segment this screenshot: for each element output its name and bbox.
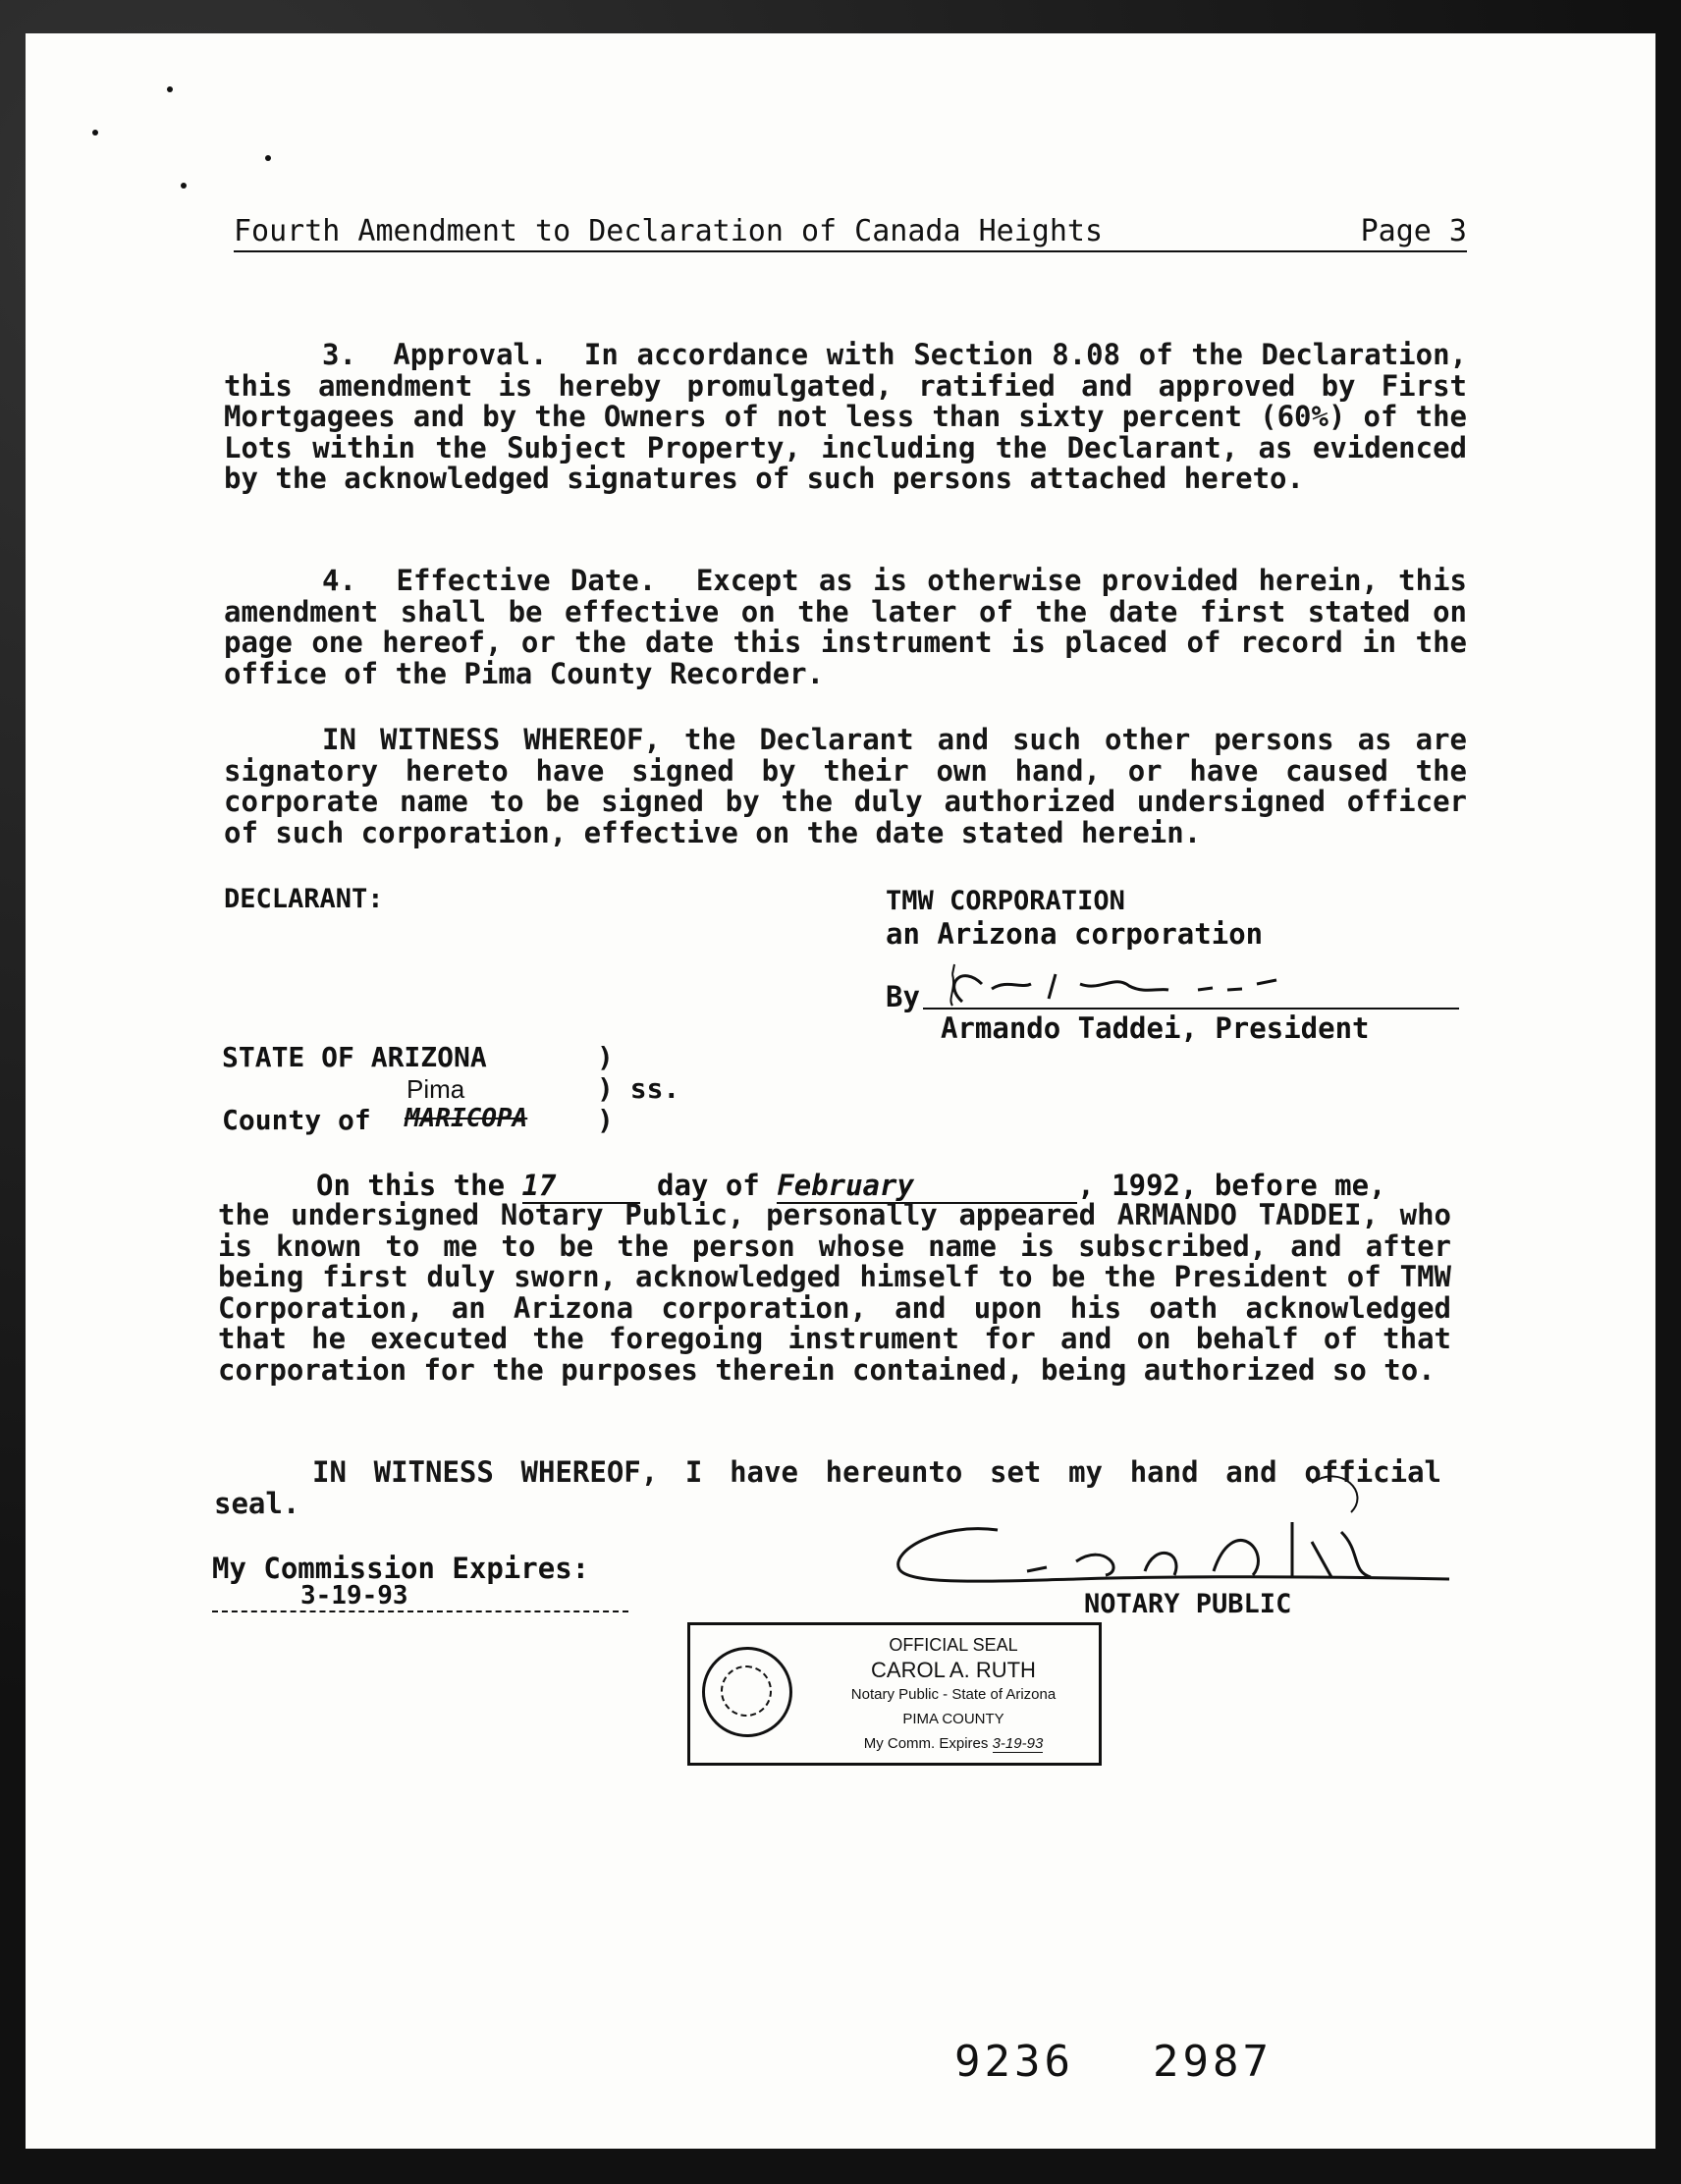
recording-book: 9236 bbox=[954, 2037, 1074, 2087]
venue-county-handwritten: Pima bbox=[407, 1074, 465, 1104]
venue-county-label: County of bbox=[222, 1104, 371, 1136]
venue-ss: ) ss. bbox=[597, 1072, 680, 1105]
seal-expiry bbox=[818, 1731, 1089, 1756]
ack-month: February bbox=[777, 1169, 1077, 1204]
seal-expiry-label: My Comm. Expires bbox=[863, 1735, 989, 1752]
section-number: 4. bbox=[322, 564, 356, 597]
state-seal-icon bbox=[702, 1647, 792, 1737]
notary-public-label: NOTARY PUBLIC bbox=[1084, 1589, 1292, 1619]
scan-speck bbox=[167, 86, 173, 92]
ack-paragraph bbox=[218, 1200, 1451, 1386]
seal-expiry-value: 3-19-93 bbox=[992, 1735, 1044, 1752]
page-header bbox=[234, 214, 1467, 252]
venue-paren: ) bbox=[597, 1041, 614, 1073]
seal-state: Notary Public - State of Arizona bbox=[850, 1686, 1057, 1703]
venue-state: STATE OF ARIZONA bbox=[222, 1041, 487, 1073]
seal-title: OFFICIAL SEAL bbox=[889, 1635, 1018, 1655]
official-seal bbox=[687, 1622, 1102, 1766]
document-title: Fourth Amendment to Declaration of Canada Heights bbox=[234, 214, 1104, 248]
section-text: In accordance with Section 8.08 of the Declaration, this amendment is hereby promulgated, ratified and approved by First Mortgagees and by the Owners of not less than sixty percent (60%) of the Lots within the Subject Property, including the Declarant, as evidenced by the acknowledged signatures of such persons attached hereto. bbox=[224, 338, 1467, 495]
notary-signature bbox=[880, 1453, 1469, 1601]
notary-witness-text: IN WITNESS WHEREOF, I have hereunto set my hand and official seal. bbox=[214, 1455, 1441, 1520]
scan-speck bbox=[265, 155, 271, 161]
declarant-signature bbox=[933, 945, 1345, 1013]
ack-text: the undersigned Notary Public, personally appeared ARMANDO TADDEI, who is known to me to be the person whose name is subscribed, and after being first duly sworn, acknowledged himself to be the President of TMW Corporation, an Arizona corporation, and upon his oath acknowledged that he executed the foregoing instrument for and on behalf of that corporation for the purposes therein contained, being authorized so to. bbox=[218, 1198, 1451, 1387]
seal-county: PIMA COUNTY bbox=[902, 1711, 1004, 1727]
section-number: 3. bbox=[322, 338, 356, 371]
section-heading: Approval. bbox=[393, 338, 548, 371]
venue-paren: ) bbox=[597, 1104, 614, 1136]
witness-paragraph bbox=[224, 725, 1467, 848]
venue-county-struck: MARICOPA bbox=[405, 1104, 528, 1133]
section-heading: Effective Date. bbox=[396, 564, 657, 597]
page-number: Page 3 bbox=[1360, 214, 1467, 248]
ack-pre-day: On this the bbox=[316, 1169, 506, 1202]
witness-text: IN WITNESS WHEREOF, the Declarant and such other persons as are signatory hereto have signed by their own hand, or have caused the corporate name to be signed by the duly authorized undersigned officer of such corporation, effective on the date stated herein. bbox=[224, 723, 1467, 849]
section-effective-date bbox=[224, 566, 1467, 689]
signer-name: Armando Taddei, President bbox=[941, 1011, 1370, 1045]
seal-text bbox=[818, 1633, 1089, 1756]
recording-page: 2987 bbox=[1153, 2037, 1273, 2087]
section-text: Except as is otherwise provided herein, this amendment shall be effective on the later of the date first stated on page one hereof, or the date this instrument is placed of record in the office of the Pima County Recorder. bbox=[224, 564, 1467, 690]
scan-speck bbox=[92, 130, 98, 136]
scan-speck bbox=[181, 183, 187, 189]
section-approval bbox=[224, 340, 1467, 495]
declarant-label: DECLARANT: bbox=[224, 884, 384, 914]
ack-year: , 1992, before me, bbox=[1077, 1169, 1386, 1202]
commission-date: 3-19-93 bbox=[212, 1581, 628, 1612]
company-description: an Arizona corporation bbox=[886, 917, 1264, 951]
by-label: By bbox=[886, 980, 920, 1013]
ack-day: 17 bbox=[522, 1169, 640, 1204]
seal-notary-name: CAROL A. RUTH bbox=[871, 1658, 1036, 1682]
company-name: TMW CORPORATION bbox=[886, 886, 1125, 916]
ack-day-of: day of bbox=[657, 1169, 760, 1202]
commission-label: My Commission Expires: bbox=[212, 1552, 590, 1585]
